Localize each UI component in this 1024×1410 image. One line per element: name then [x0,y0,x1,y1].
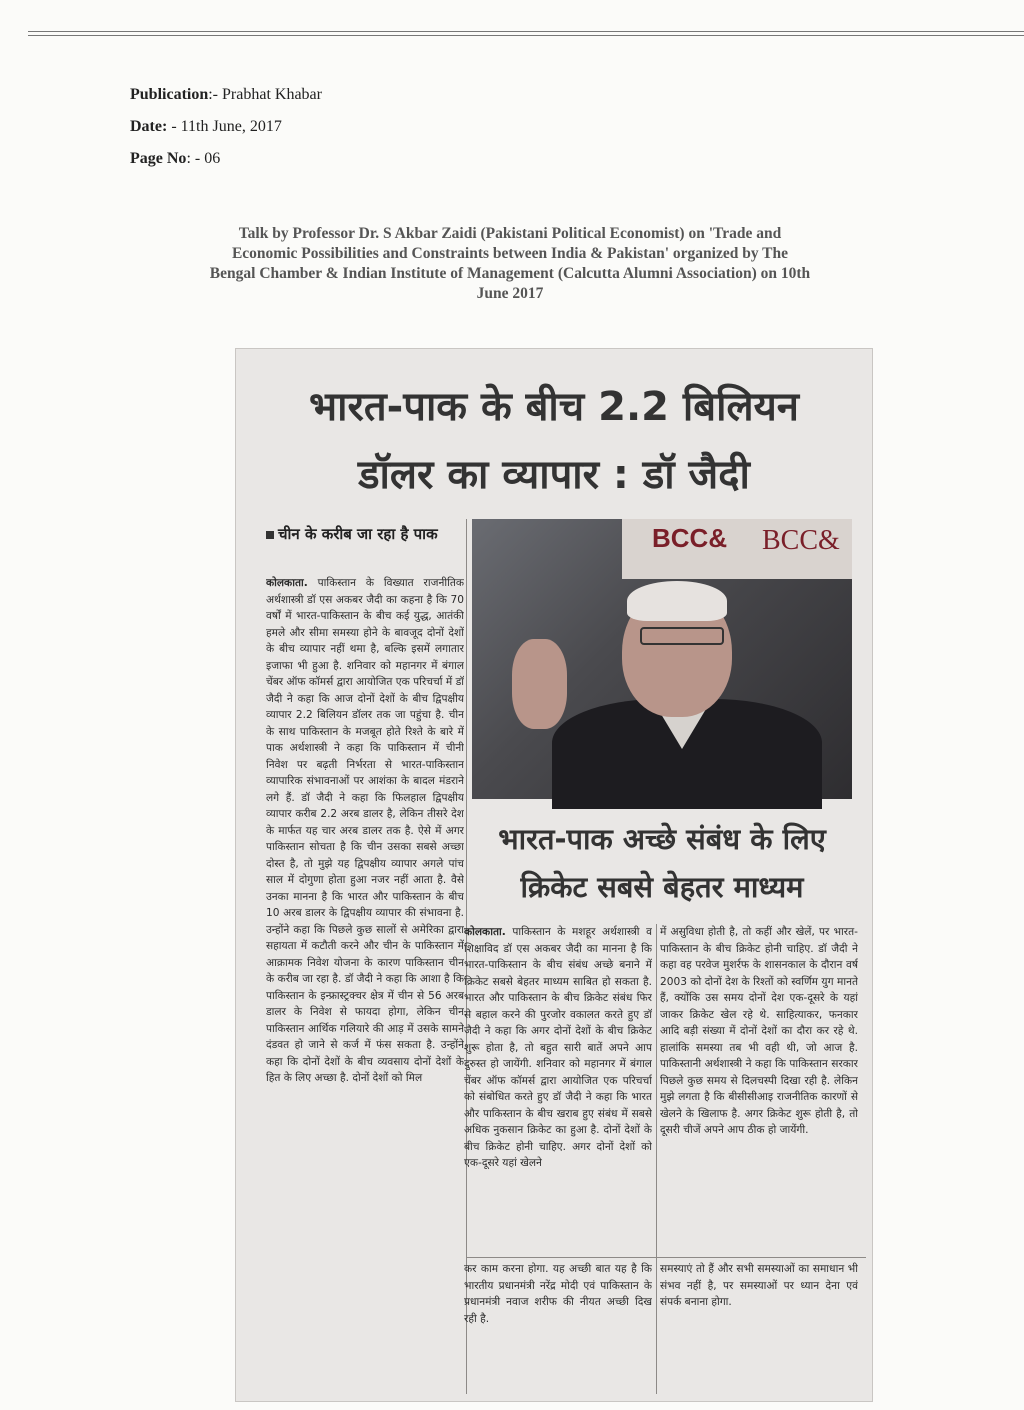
story3-text-1: कर काम करना होगा. यह अच्छी बात यह है कि भारतीय प्रधानमंत्री नरेंद्र मोदी एवं पाकिस्तान के प्रधानमंत्री नवाज शरीफ की नीयत अच्छी दिख रही है. [464,1263,652,1325]
second-headline-line-1: भारत-पाक अच्छे संबंध के लिए [498,822,826,856]
event-caption [120,224,900,304]
story3-text-2: समस्याएं तो हैं और सभी समस्याओं का समाधान भी संभव नहीं है, पर समस्याओं पर ध्यान देना एवं संपर्क बनाना होगा. [660,1263,858,1308]
bullet-square-icon [266,531,274,539]
photo-logo-1: BCC& [652,523,728,553]
photo-logo-2: BCC& [762,525,840,556]
section-divider [466,1257,866,1258]
photo-glasses-shape [640,627,724,645]
story2-dateline: कोलकाता. [464,926,506,938]
date-value: - 11th June, 2017 [167,118,282,135]
story2-column-2 [660,924,858,1260]
newspaper-clipping [236,349,872,1401]
date-label: Date: [130,118,168,135]
speaker-photo [472,519,852,799]
main-headline-line-2: डॉलर का व्यापार : डॉ जैदी [358,452,750,498]
story2-text-2: में असुविधा होती है, तो कहीं और खेलें, पर भारत-पाकिस्तान के बीच क्रिकेट होनी चाहिए. डॉ जैदी ने कहा वह परवेज मुशर्रफ के शासनकाल के दौरान वर्ष 2003 को दोनों देश के रिश्तों को स्वर्णिम युग मानते हैं, क्योंकि उस समय दोनों देश एक-दूसरे के यहां जाकर क्रिकेट खेल रहे थे. साहित्याकर, फनकार आदि बड़ी संख्या में दोनों देशों का दौरा कर रहे थे. हालांकि समस्या तब भी वही थी, जो आज है. पाकिस्तानी अर्थशास्त्री ने कहा कि पाकिस्तान सरकार पिछले कुछ समय से दिलचस्पी दिखा रही है. लेकिन मुझे लगता है कि बीसीसीआइ राजनीतिक कारणों से खेलने के खिलाफ है. अगर क्रिकेट शुरू होती है, तो दूसरी चीजें अपने आप ठीक हो जायेंगी. [660,926,858,1136]
caption-line-3: Bengal Chamber & Indian Institute of Management (Calcutta Alumni Association) on 10th [209,265,811,282]
date-line [130,118,282,136]
story2-text-1: पाकिस्तान के मशहूर अर्थशास्त्री व शिक्षाविद डॉ एस अकबर जैदी का मानना है कि भारत-पाकिस्तान के बीच संबंध अच्छे बनाने में क्रिकेट सबसे बेहतर माध्यम साबित हो सकता है. भारत और पाकिस्तान के बीच क्रिकेट संबंध फिर से बहाल करने की पुरजोर वकालत करते हुए डॉ जैदी ने कहा कि अगर दोनों देशों के बीच क्रिकेट शुरू होता है, तो बहुत सारी बातें अपने आप दुरुस्त हो जायेंगी. शनिवार को महानगर में बंगाल चेंबर ऑफ कॉमर्स द्वारा आयोजित एक परिचर्चा को संबोधित करते हुए डॉ जैदी ने कहा कि भारत और पाकिस्तान के बीच खराब हुए संबंध में सबसे अधिक नुकसान क्रिकेट का हुआ है. दोनों देशों के बीच क्रिकेट होनी चाहिए. अगर दोनों देशों को एक-दूसरे यहां खेलने [464,926,652,1169]
story1-text: पाकिस्तान के विख्यात राजनीतिक अर्थशास्त्री डॉ एस अकबर जैदी का कहना है कि 70 वर्षों में भारत-पाकिस्तान के बीच कई युद्ध, आतंकी हमले और सीमा समस्या होने के बावजूद दोनों देशों के बीच व्यापार नहीं थमा है, बल्कि इसमें लगातार इजाफा भी हुआ है. शनिवार को महानगर में बंगाल चेंबर ऑफ कॉमर्स द्वारा आयोजित एक परिचर्चा में डॉ जैदी ने कहा कि आज दोनों देशों के बीच द्विपक्षीय व्यापार 2.2 बिलियन डॉलर तक जा पहुंचा है. चीन के साथ पाकिस्तान के मजबूत होते रिश्ते के बारे में पाक अर्थशास्त्री ने कहा कि पाकिस्तान में चीनी निवेश पर बढ़ती निर्भरता से भारत-पाकिस्तान व्यापारिक संभावनाओं पर आशंका के बादल मंडराने लगे हैं. डॉ जैदी ने कहा कि फिलहाल द्विपक्षीय व्यापार करीब 2.2 अरब डालर है, लेकिन तीसरे देश के मार्फत यह चार अरब डालर तक है. ऐसे में अगर पाकिस्तान सोचता है कि चीन उसका सबसे अच्छा दोस्त है, तो मुझे यह द्विपक्षीय व्यापार अगले पांच साल में दोगुणा होता हुआ नजर नहीं आता है. वैसे उनका मानना है कि भारत और पाकिस्तान के बीच 10 अरब डालर के द्विपक्षीय व्यापार की संभावना है. उन्होंने कहा कि पिछले कुछ सालों से अमेरिका द्वारा सहायता में कटौती करने और चीन के पाकिस्तान में आक्रामक निवेश योजना के कारण पाकिस्तान चीन के करीब जा रहा है. डॉ जैदी ने कहा कि आशा है कि पाकिस्तान के इन्फ्रास्ट्रक्चर क्षेत्र में चीन से 56 अरब डालर के निवेश से फायदा होगा, लेकिन चीन पाकिस्तान आर्थिक गलियारे की आड़ में उसके सामने दंडवत हो जाने से कर्ज में फंस सकता है. उन्होंने कहा कि दोनों देशों के बीच व्यवसाय दोनों देशों के हित के लिए अच्छा है. दोनों देशों को मिल [266,577,464,1084]
caption-line-2: Economic Possibilities and Constraints between India & Pakistan' organized by The [231,245,789,262]
column-divider-2 [656,924,657,1394]
photo-hand-shape [512,639,567,729]
story1-column [266,575,464,1395]
sub-heading [266,523,461,545]
story1-dateline: कोलकाता. [266,577,308,589]
caption-line-1: Talk by Professor Dr. S Akbar Zaidi (Pakistani Political Economist) on 'Trade and [238,225,782,242]
publication-line [130,86,322,104]
story2-column-1 [464,924,652,1260]
page-label: Page No [130,150,187,167]
story3-column-2 [660,1261,858,1393]
sub-heading-text: चीन के करीब जा रहा है पाक [278,525,438,543]
main-headline-line-1: भारत-पाक के बीच 2.2 बिलियन [308,384,799,430]
publication-label: Publication [130,86,209,103]
page-line [130,150,220,168]
second-headline-line-2: क्रिकेट सबसे बेहतर माध्यम [520,870,804,904]
publication-value: :- Prabhat Khabar [208,86,322,103]
page-value: : - 06 [186,150,221,167]
top-rule [28,31,1024,36]
caption-line-4: June 2017 [476,285,544,302]
story3-column-1 [464,1261,652,1393]
photo-hair-shape [627,581,727,621]
